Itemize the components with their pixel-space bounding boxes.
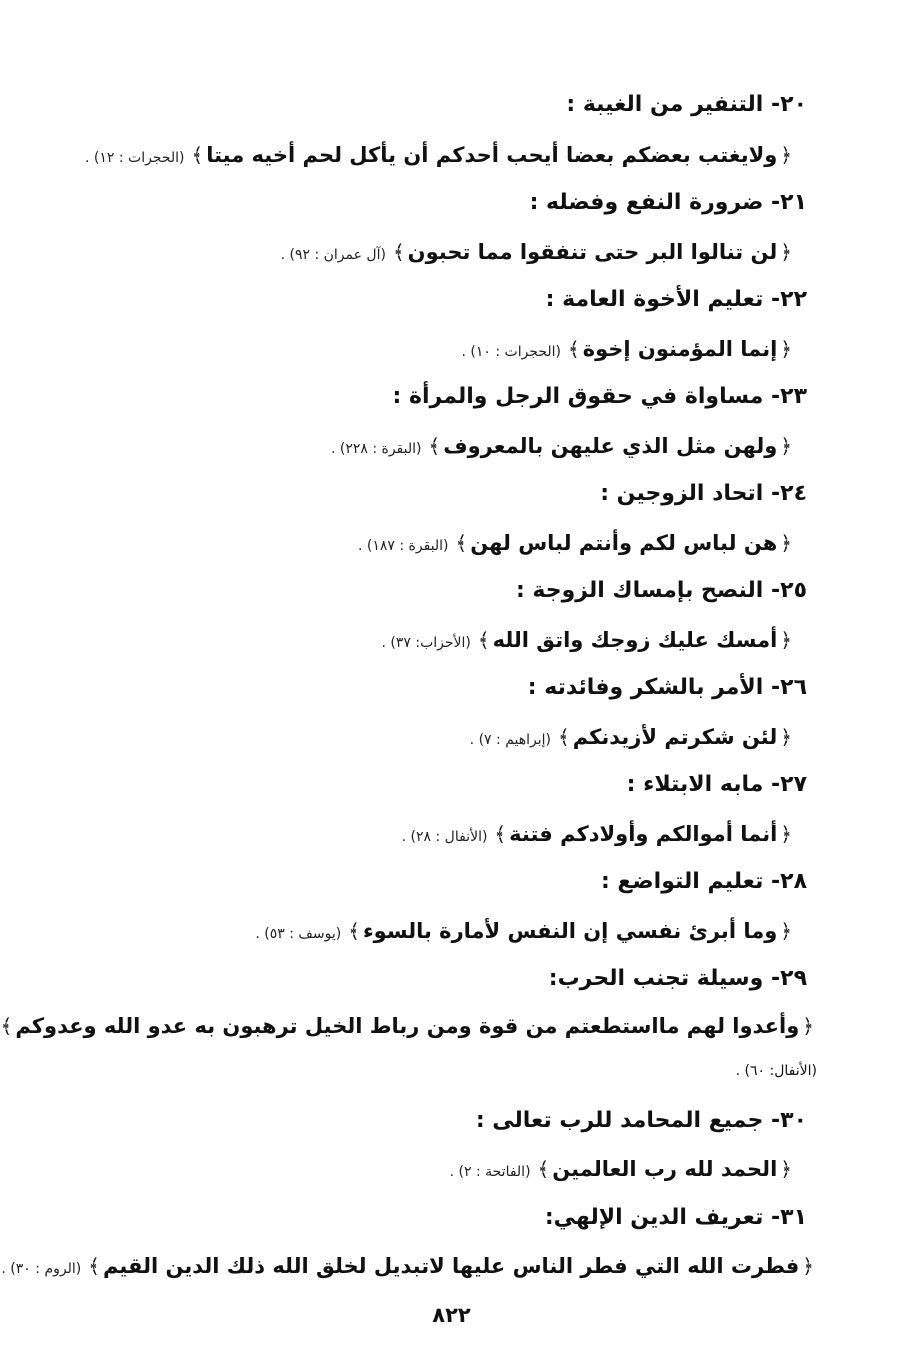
entry-heading: ٣٠- جميع المحامد للرب تعالى : — [475, 1108, 807, 1133]
quran-verse-line — [85, 143, 795, 168]
verse-text: أنما أموالكم وأولادكم فتنة — [509, 822, 778, 846]
verse-close-bracket: ﴾ — [88, 1254, 100, 1278]
verse-text: إنما المؤمنون إخوة — [582, 337, 778, 361]
verse-text: هن لباس لكم وأنتم لباس لهن — [470, 531, 778, 555]
verse-reference: (الأنفال: ٦٠) . — [735, 1063, 817, 1079]
verse-close-bracket: ﴾ — [348, 919, 360, 943]
verse-text: ولهن مثل الذي عليهن بالمعروف — [443, 434, 778, 458]
verse-open-bracket: ﴿ — [780, 531, 792, 555]
verse-close-bracket: ﴾ — [455, 531, 468, 555]
verse-text: وما أبرئ نفسي إن النفس لأمارة بالسوء — [362, 919, 778, 943]
verse-text: لئن شكرتم لأزيدنكم — [572, 725, 778, 749]
verse-reference: (الحجرات : ١٠) . — [461, 344, 561, 360]
verse-text: أمسك عليك زوجك واتق الله — [492, 628, 778, 652]
verse-close-bracket: ﴾ — [568, 337, 580, 361]
verse-open-bracket: ﴿ — [780, 240, 792, 264]
verse-text: ولايغتب بعضكم بعضا أيحب أحدكم أن يأكل لحم أخيه ميتا — [206, 143, 778, 167]
entry-heading: ٢١- ضرورة النفع وفضله : — [529, 190, 807, 215]
verse-close-bracket: ﴾ — [191, 143, 204, 167]
verse-open-bracket: ﴿ — [780, 143, 792, 167]
verse-close-bracket: ﴾ — [0, 1014, 13, 1038]
entry-heading: ٢٢- تعليم الأخوة العامة : — [545, 287, 807, 312]
verse-open-bracket: ﴿ — [802, 1254, 814, 1278]
quran-verse-line — [1, 1254, 817, 1279]
verse-open-bracket: ﴿ — [780, 725, 792, 749]
quran-verse-line — [358, 531, 795, 556]
entry-heading: ٢٠- التنفير من الغيبة : — [566, 92, 807, 117]
verse-text: الحمد لله رب العالمين — [552, 1157, 778, 1181]
entry-heading: ٢٩- وسيلة تجنب الحرب: — [548, 966, 807, 991]
verse-open-bracket: ﴿ — [780, 822, 792, 846]
verse-open-bracket: ﴿ — [780, 628, 792, 652]
quran-verse-line — [402, 822, 795, 847]
verse-close-bracket: ﴾ — [537, 1157, 550, 1181]
verse-text: لن تنالوا البر حتى تنفقوا مما تحبون — [407, 240, 778, 264]
verse-text: وأعدوا لهم مااستطعتم من قوة ومن رباط الخيل ترهبون به عدو الله وعدوكم — [15, 1014, 800, 1038]
verse-reference: (إبراهيم : ٧) . — [469, 732, 551, 748]
verse-open-bracket: ﴿ — [780, 434, 792, 458]
quran-verse-line — [381, 628, 795, 653]
page-number: ٨٢٢ — [432, 1303, 471, 1327]
verse-text: فطرت الله التي فطر الناس عليها لاتبديل لخلق الله ذلك الدين القيم — [102, 1254, 800, 1278]
verse-close-bracket: ﴾ — [557, 725, 570, 749]
verse-reference: (آل عمران : ٩٢) . — [280, 247, 386, 263]
verse-reference: (الفاتحة : ٢) . — [449, 1164, 531, 1180]
entry-heading: ٢٣- مساواة في حقوق الرجل والمرأة : — [392, 384, 807, 409]
entry-heading: ٢٤- اتحاد الزوجين : — [600, 481, 807, 506]
verse-close-bracket: ﴾ — [477, 628, 490, 652]
verse-open-bracket: ﴿ — [780, 919, 792, 943]
entry-heading: ٢٦- الأمر بالشكر وفائدته : — [527, 675, 807, 700]
verse-reference: (يوسف : ٥٣) . — [255, 926, 342, 942]
entry-heading: ٣١- تعريف الدين الإلهي: — [544, 1205, 807, 1230]
verse-reference: (البقرة : ١٨٧) . — [357, 538, 449, 554]
verse-open-bracket: ﴿ — [802, 1014, 814, 1038]
quran-verse-line — [255, 919, 795, 944]
verse-reference: (الحجرات : ١٢) . — [84, 150, 185, 166]
verse-reference: (الأحزاب: ٣٧) . — [381, 635, 471, 651]
entry-heading: ٢٨- تعليم التواضع : — [600, 869, 807, 894]
verse-reference: (الروم : ٣٠) . — [1, 1261, 82, 1277]
verse-close-bracket: ﴾ — [494, 822, 507, 846]
quran-verse-line — [281, 240, 795, 265]
quran-verse-line — [461, 337, 795, 362]
quran-verse-line — [450, 1157, 795, 1182]
quran-verse-line — [470, 725, 795, 750]
verse-reference: (البقرة : ٢٢٨) . — [330, 441, 422, 457]
quran-verse-line — [331, 434, 795, 459]
entry-heading: ٢٥- النصح بإمساك الزوجة : — [515, 578, 807, 603]
verse-open-bracket: ﴿ — [780, 1157, 792, 1181]
verse-close-bracket: ﴾ — [392, 240, 405, 264]
quran-verse-line — [0, 1014, 817, 1039]
verse-open-bracket: ﴿ — [780, 337, 792, 361]
verse-close-bracket: ﴾ — [428, 434, 441, 458]
verse-reference: (الأنفال : ٢٨) . — [401, 829, 488, 845]
entry-heading: ٢٧- مابه الابتلاء : — [626, 772, 807, 797]
